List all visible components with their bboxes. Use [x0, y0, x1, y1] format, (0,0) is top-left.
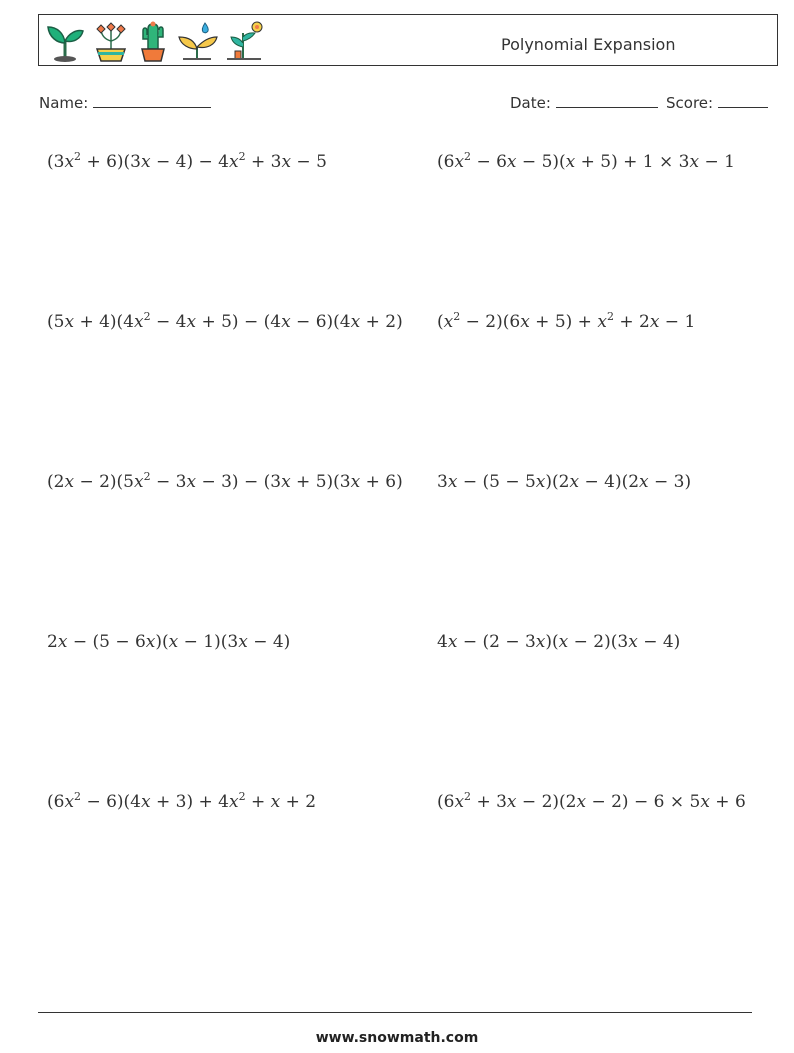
variable-x: x	[134, 472, 144, 492]
expression-text: + 6)(3	[81, 152, 141, 172]
problem-5	[47, 472, 403, 492]
problem-4	[437, 312, 695, 332]
expression-text: − 4)	[637, 632, 681, 652]
expression-text: 2	[47, 632, 58, 652]
expression-text: (5	[47, 312, 65, 332]
expression-text: − 4	[150, 312, 187, 332]
variable-x: x	[168, 632, 179, 652]
variable-x: x	[520, 312, 530, 332]
variable-x: x	[186, 472, 197, 492]
expression-text: − 1	[699, 152, 735, 172]
expression-text: + 3	[471, 792, 507, 812]
expression-text: − 1)(3	[178, 632, 239, 652]
date-blank[interactable]	[556, 93, 658, 108]
variable-x: x	[350, 472, 361, 492]
variable-x: x	[506, 152, 517, 172]
variable-x: x	[689, 152, 700, 172]
variable-x: x	[186, 312, 197, 332]
expression-text: + 5) + 1 × 3	[575, 152, 690, 172]
problem-1	[47, 152, 327, 172]
variable-x: x	[64, 312, 75, 332]
expression-text: + 2)	[360, 312, 403, 332]
variable-x: x	[64, 792, 75, 812]
expression-text: − (5 − 6	[67, 632, 146, 652]
expression-text: 3	[437, 472, 448, 492]
expression-text: − 1	[659, 312, 696, 332]
date-label: Date:	[510, 94, 551, 112]
variable-x: x	[228, 152, 239, 172]
potted-flower-icon	[91, 19, 131, 63]
variable-x: x	[558, 632, 569, 652]
problem-7	[47, 632, 290, 652]
expression-text: − 6	[471, 152, 507, 172]
variable-x: x	[281, 312, 291, 332]
expression-text: + 3) + 4	[150, 792, 229, 812]
variable-x: x	[64, 152, 75, 172]
expression-text: − 3	[150, 472, 187, 492]
exponent: 2	[238, 790, 246, 803]
score-label: Score:	[666, 94, 714, 112]
expression-text: + 2	[613, 312, 650, 332]
name-label: Name:	[39, 94, 89, 112]
expression-text: (2	[47, 472, 65, 492]
exponent: 2	[464, 790, 472, 803]
variable-x: x	[649, 312, 660, 332]
expression-text: + 5)(3	[290, 472, 351, 492]
expression-text: − 4)(2	[579, 472, 640, 492]
expression-text: )(	[545, 632, 559, 652]
name-blank[interactable]	[93, 93, 211, 108]
expression-text: − 5)(	[516, 152, 566, 172]
variable-x: x	[700, 792, 710, 812]
expression-text: (6	[437, 152, 455, 172]
expression-text: − 2)(5	[74, 472, 134, 492]
expression-text: (6	[47, 792, 65, 812]
variable-x: x	[447, 472, 458, 492]
flowering-plant-icon	[223, 19, 267, 63]
expression-text: − 2)(3	[568, 632, 629, 652]
expression-text: + 3	[245, 152, 282, 172]
expression-text: 4	[437, 632, 448, 652]
header-icons	[43, 19, 267, 63]
expression-text: − 6)(4	[81, 792, 141, 812]
expression-text: − 6)(4	[290, 312, 351, 332]
exponent: 2	[464, 150, 472, 163]
variable-x: x	[569, 472, 580, 492]
variable-x: x	[141, 152, 151, 172]
exponent: 2	[453, 310, 461, 323]
problem-3	[47, 312, 403, 332]
exponent: 2	[606, 310, 614, 323]
sprout-icon	[43, 19, 87, 63]
variable-x: x	[134, 312, 144, 332]
problem-2	[437, 152, 735, 172]
variable-x: x	[447, 632, 458, 652]
header-box	[38, 14, 778, 66]
expression-text: + 5) +	[529, 312, 598, 332]
variable-x: x	[145, 632, 156, 652]
exponent: 2	[143, 310, 151, 323]
score-field	[666, 93, 768, 112]
exponent: 2	[74, 150, 82, 163]
watering-plant-icon	[175, 19, 219, 63]
expression-text: + 6)	[360, 472, 403, 492]
expression-text: (	[437, 312, 444, 332]
footer-url: www.snowmath.com	[315, 1030, 479, 1046]
footer-divider	[38, 1012, 752, 1013]
variable-x: x	[228, 792, 239, 812]
variable-x: x	[597, 312, 607, 332]
expression-text: − 4)	[247, 632, 291, 652]
date-field	[510, 93, 658, 112]
exponent: 2	[238, 150, 246, 163]
expression-text: )(2	[545, 472, 570, 492]
expression-text: − (5 − 5	[457, 472, 536, 492]
variable-x: x	[535, 632, 546, 652]
name-field	[39, 93, 211, 112]
expression-text: − 3)	[648, 472, 692, 492]
expression-text: − (2 − 3	[457, 632, 536, 652]
exponent: 2	[143, 470, 151, 483]
problem-9	[47, 792, 316, 812]
variable-x: x	[57, 632, 68, 652]
variable-x: x	[576, 792, 587, 812]
variable-x: x	[639, 472, 649, 492]
expression-text: − 2) − 6 × 5	[586, 792, 701, 812]
variable-x: x	[454, 792, 465, 812]
expression-text: )(	[155, 632, 169, 652]
expression-text: − 3) − (3	[196, 472, 282, 492]
cactus-icon	[135, 19, 171, 63]
variable-x: x	[281, 472, 291, 492]
expression-text: + 4)(4	[74, 312, 134, 332]
expression-text: − 5	[291, 152, 327, 172]
variable-x: x	[535, 472, 546, 492]
variable-x: x	[141, 792, 151, 812]
variable-x: x	[443, 312, 454, 332]
variable-x: x	[506, 792, 517, 812]
expression-text: (6	[437, 792, 455, 812]
problem-10	[437, 792, 746, 812]
expression-text: + 6	[709, 792, 746, 812]
expression-text: − 4) − 4	[150, 152, 229, 172]
variable-x: x	[238, 632, 248, 652]
problem-6	[437, 472, 691, 492]
expression-text: + 5) − (4	[196, 312, 282, 332]
variable-x: x	[628, 632, 638, 652]
variable-x: x	[281, 152, 292, 172]
variable-x: x	[565, 152, 576, 172]
variable-x: x	[350, 312, 361, 332]
score-blank[interactable]	[718, 93, 768, 108]
variable-x: x	[454, 152, 465, 172]
problem-8	[437, 632, 680, 652]
variable-x: x	[270, 792, 281, 812]
expression-text: − 2)(6	[460, 312, 521, 332]
worksheet-title: Polynomial Expansion	[501, 35, 676, 54]
expression-text: (3	[47, 152, 65, 172]
expression-text: +	[245, 792, 271, 812]
variable-x: x	[64, 472, 75, 492]
expression-text: − 2)(2	[516, 792, 577, 812]
exponent: 2	[74, 790, 82, 803]
expression-text: + 2	[280, 792, 317, 812]
